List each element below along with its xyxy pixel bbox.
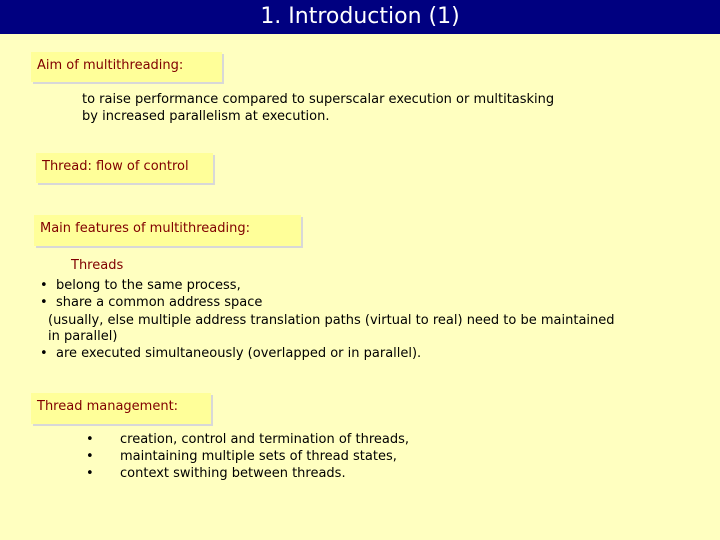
bullet-icon: •: [40, 295, 48, 310]
bullet-icon: •: [86, 449, 94, 464]
thread-definition-box: [36, 153, 213, 183]
management-item-text: context swithing between threads.: [120, 466, 346, 481]
management-item-1: [86, 431, 409, 448]
features-heading: Main features of multithreading:: [40, 221, 250, 236]
bullet-icon: •: [40, 278, 48, 293]
management-heading-box: [31, 393, 211, 424]
bullet-icon: •: [40, 346, 48, 361]
features-item-3: [40, 345, 421, 362]
management-item-text: maintaining multiple sets of thread states,: [120, 449, 397, 464]
thread-label: Thread:: [42, 159, 92, 174]
features-intro: Threads: [71, 258, 124, 273]
features-heading-box: [34, 215, 301, 246]
management-item-text: creation, control and termination of threads,: [120, 432, 410, 447]
management-item-3: [86, 465, 346, 482]
bullet-icon: •: [86, 466, 94, 481]
features-item-text: share a common address space: [56, 295, 263, 310]
features-item-2-note-2: in parallel): [48, 329, 118, 344]
thread-definition: flow of control: [95, 159, 189, 174]
slide-title: 1. Introduction (1): [260, 4, 460, 29]
aim-heading-box: [31, 52, 222, 82]
features-item-text: are executed simultaneously (overlapped or in parallel).: [56, 346, 422, 361]
management-item-2: [86, 448, 397, 465]
features-item-2: [40, 294, 262, 311]
aim-line-1: to raise performance compared to superscalar execution or multitasking: [82, 92, 555, 107]
aim-heading: Aim of multithreading:: [37, 58, 184, 73]
features-item-2-note-1: (usually, else multiple address translation paths (virtual to real) need to be maintained: [48, 313, 615, 328]
management-heading: Thread management:: [37, 399, 179, 414]
bullet-icon: •: [86, 432, 94, 447]
features-item-1: [40, 277, 241, 294]
title-bar: [0, 0, 720, 34]
features-item-text: belong to the same process,: [56, 278, 241, 293]
aim-line-2: by increased parallelism at execution.: [82, 109, 330, 124]
